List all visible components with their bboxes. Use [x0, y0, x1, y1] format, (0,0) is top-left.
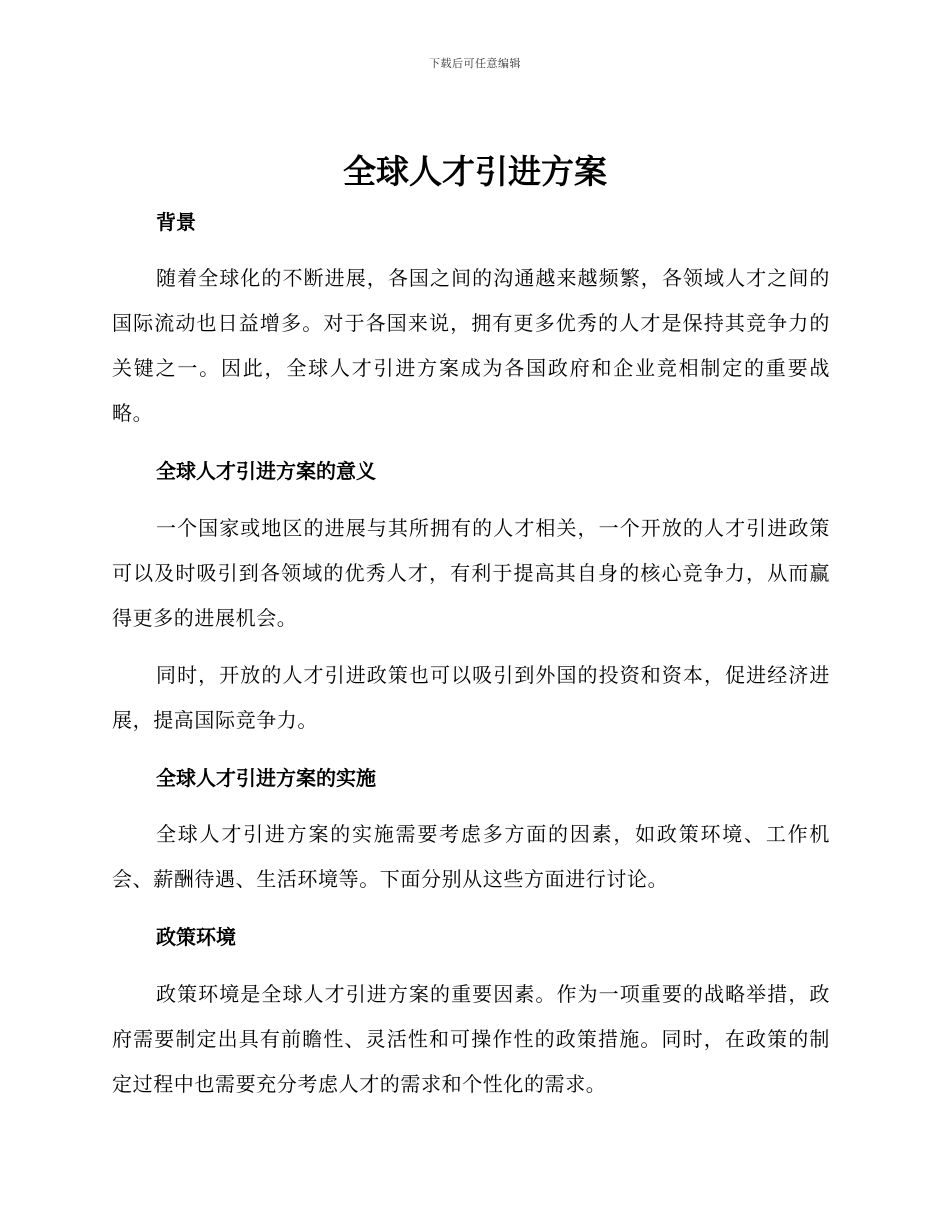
- section-heading-significance: 全球人才引进方案的意义: [156, 459, 376, 483]
- page-header-note: 下载后可任意编辑: [429, 57, 521, 70]
- paragraph-background: 随着全球化的不断进展，各国之间的沟通越来越频繁，各领域人才之间的国际流动也日益增多。对于各国来说，拥有更多优秀的人才是保持其竞争力的关键之一。因此，全球人才引进方案成为各国政府和企业竞相制定的重要战略。: [112, 266, 830, 425]
- paragraph-significance-1: 一个国家或地区的进展与其所拥有的人才相关，一个开放的人才引进政策可以及时吸引到各领域的优秀人才，有利于提高其自身的核心竞争力，从而赢得更多的进展机会。: [112, 516, 830, 630]
- section-heading-background: 背景: [156, 210, 196, 234]
- section-heading-policy-environment: 政策环境: [156, 925, 236, 949]
- document-title: 全球人才引进方案: [343, 152, 607, 191]
- paragraph-implementation: 全球人才引进方案的实施需要考虑多方面的因素，如政策环境、工作机会、薪酬待遇、生活环境等。下面分别从这些方面进行讨论。: [112, 822, 830, 891]
- section-heading-implementation: 全球人才引进方案的实施: [156, 766, 376, 790]
- paragraph-significance-2: 同时，开放的人才引进政策也可以吸引到外国的投资和资本，促进经济进展，提高国际竞争力。: [112, 663, 830, 732]
- paragraph-policy-environment: 政策环境是全球人才引进方案的重要因素。作为一项重要的战略举措，政府需要制定出具有前瞻性、灵活性和可操作性的政策措施。同时，在政策的制定过程中也需要充分考虑人才的需求和个性化的需求。: [112, 982, 830, 1096]
